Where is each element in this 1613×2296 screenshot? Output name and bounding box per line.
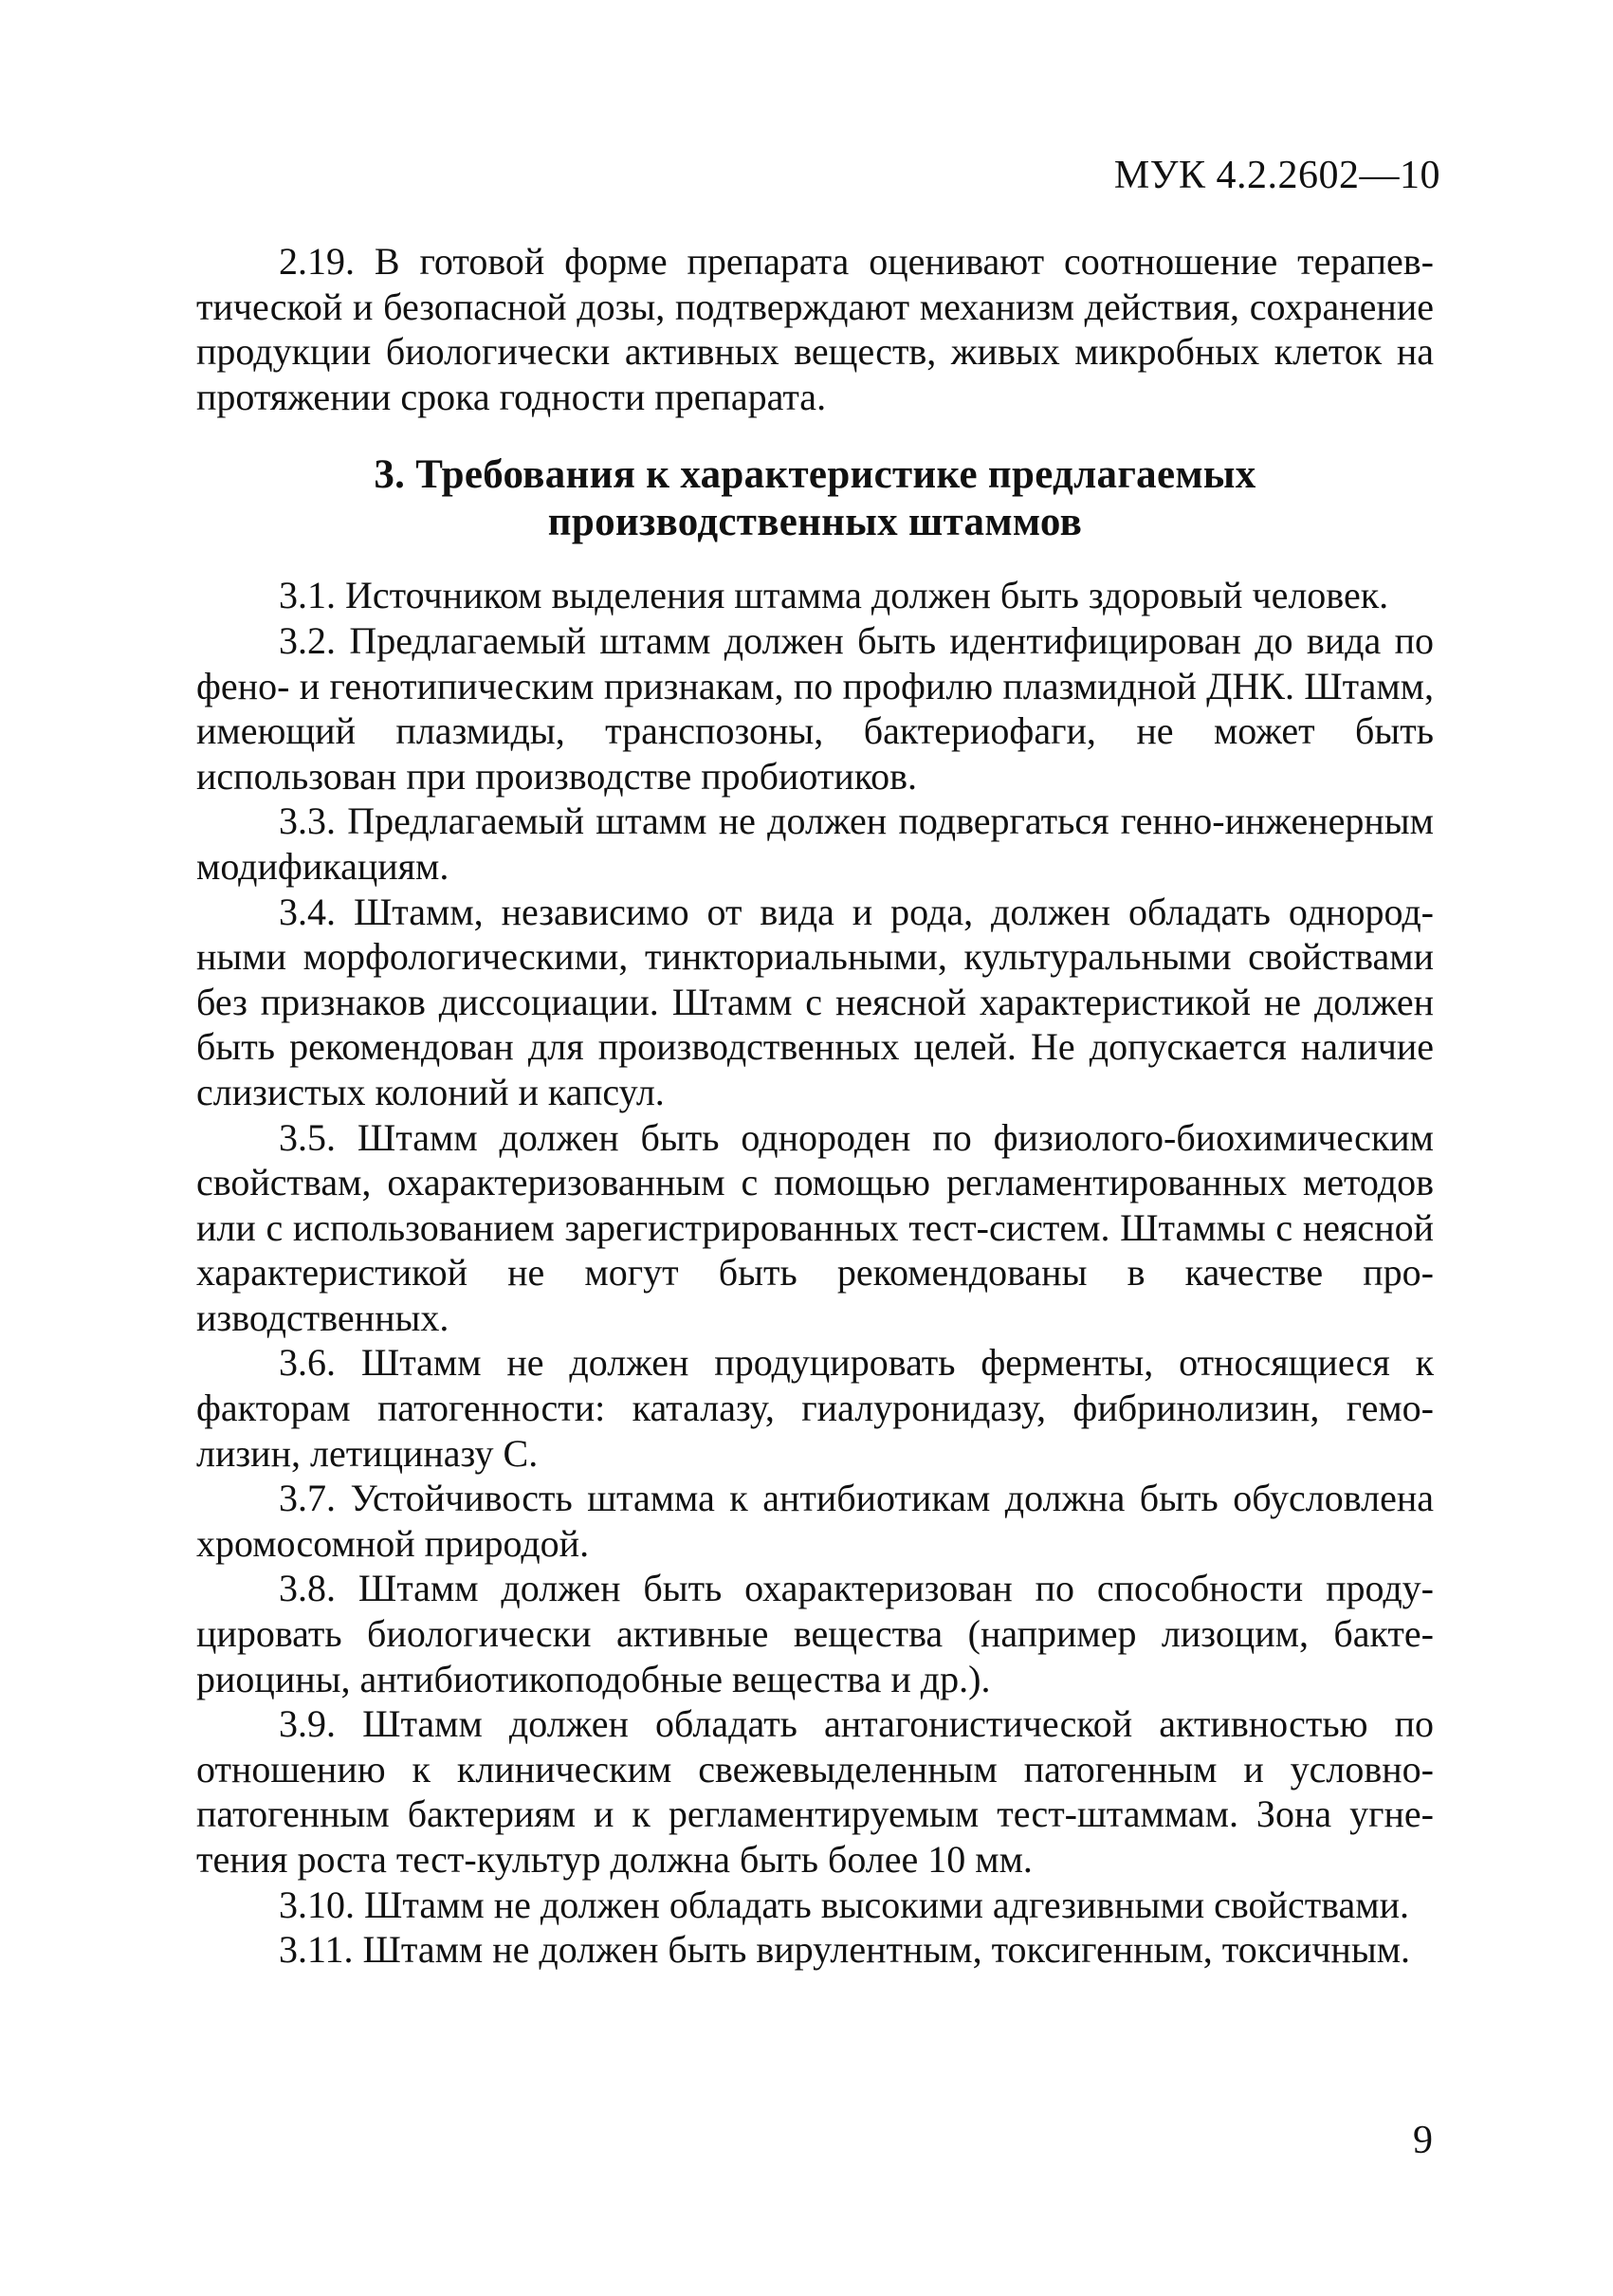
page-number: 9 [1413,2119,1433,2162]
document-code-header: МУК 4.2.2602—10 [1113,154,1440,197]
paragraph-3-4: 3.4. Штамм, независимо от вида и рода, должен обладать однородными морфологическими, тинкториальными, культуральными свойствами без признаков диссоциации. Штамм с неясной характеристикой не должен быть рекомендован для производственных целей. Не допускается наличие слизистых колоний и капсул. [196,890,1434,1113]
paragraph-3-11: 3.11. Штамм не должен быть вирулентным, токсигенным, токсичным. [279,1928,1411,1972]
paragraph-3-8: 3.8. Штамм должен быть охарактеризован по способности продуцировать биологически активные вещества (например лизоцим, бактериоцины, антибиотикоподобные вещества и др.). [196,1567,1434,1700]
paragraph-3-9: 3.9. Штамм должен обладать антагонистической активностью по отношению к клиническим свежевыделенным патогенным и условно-патогенным бактериям и к регламентируемым тест-штаммам. Зона угнетения роста тест-культур должна быть более 10 мм. [196,1702,1434,1881]
section-heading-line-2: производственных штаммов [547,500,1083,545]
paragraph-3-5: 3.5. Штамм должен быть однороден по физиолого-биохимическим свойствам, охарактеризованным с помощью регламентированных методов или с использованием зарегистрированных тест-систем. Штаммы с неясной характеристикой не могут быть рекомендованы в качестве производственных. [196,1115,1434,1339]
paragraph-3-1: 3.1. Источником выделения штамма должен быть здоровый человек. [279,574,1389,617]
paragraph-2-19: 2.19. В готовой форме препарата оценивают соотношение терапевтической и безопасной дозы, подтверждают механизм действия, сохранение продукции биологически активных веществ, живых микробных клеток на протяжении срока годности препарата. [196,240,1434,418]
paragraph-3-3: 3.3. Предлагаемый штамм не должен подвергаться генно-инженерным модификациям. [196,799,1434,888]
paragraph-3-2: 3.2. Предлагаемый штамм должен быть идентифицирован до вида по фено- и генотипическим признакам, по профилю плазмидной ДНК. Штамм, имеющий плазмиды, транспозоны, бактериофаги, не может быть использован при производстве пробиотиков. [196,618,1434,798]
section-heading [196,451,1434,546]
paragraph-3-6: 3.6. Штамм не должен продуцировать ферменты, относящиеся к факторам патогенности: каталазу, гиалуронидазу, фибринолизин, гемолизин, летициназу С. [196,1341,1434,1475]
document-body [196,239,1434,1973]
paragraph-3-7: 3.7. Устойчивость штамма к антибиотикам должна быть обусловлена хромосомной природой. [196,1477,1434,1565]
paragraph-3-10: 3.10. Штамм не должен обладать высокими адгезивными свойствами. [279,1883,1410,1926]
section-heading-line-1: 3. Требования к характеристике предлагаемых [374,452,1256,498]
